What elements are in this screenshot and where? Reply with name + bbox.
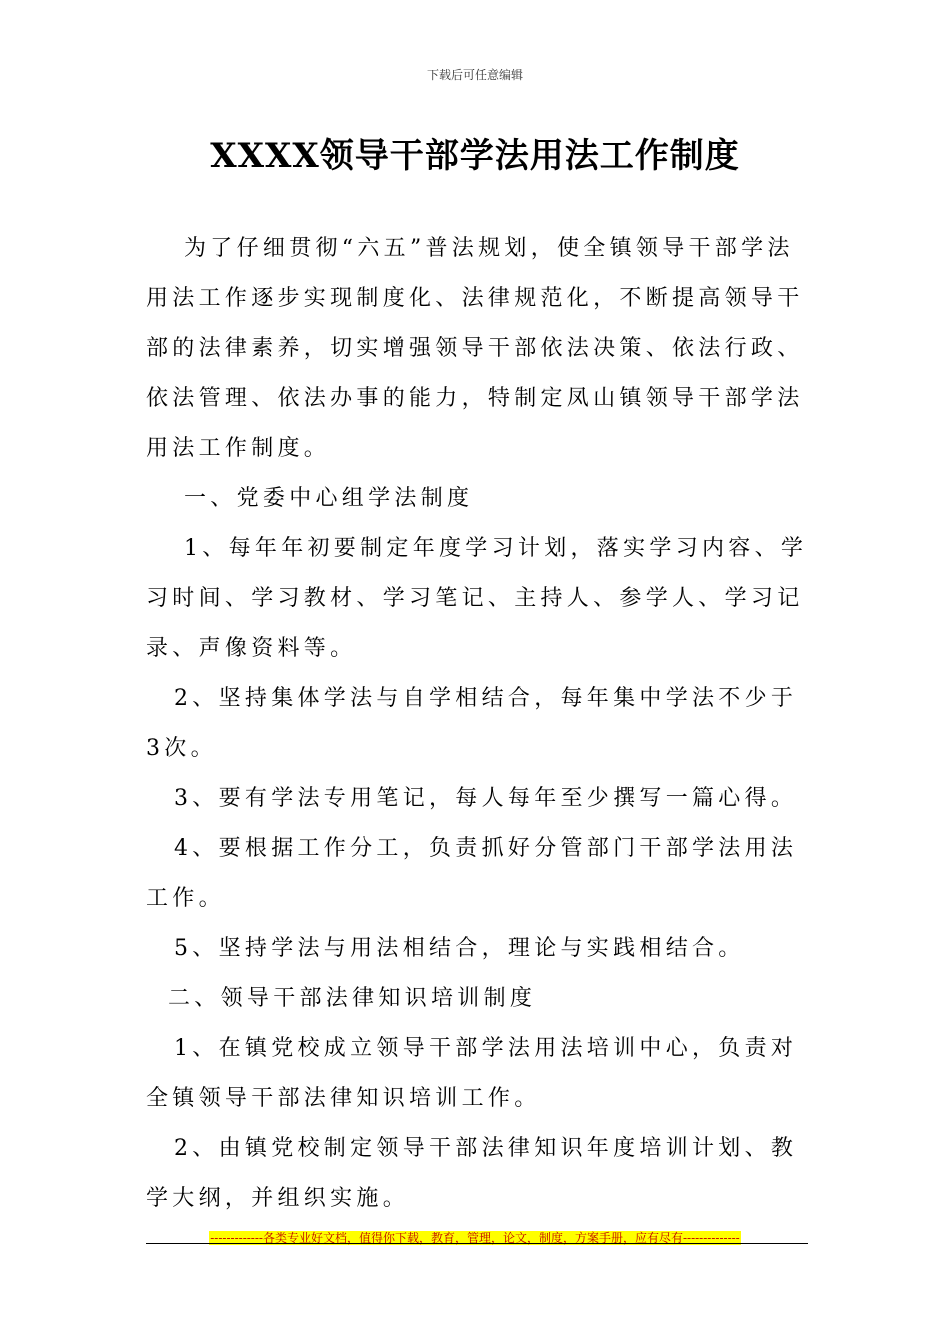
- intro-paragraph: 为了仔细贯彻“六五”普法规划，使全镇领导干部学法用法工作逐步实现制度化、法律规范化，不断提高领导干部的法律素养，切实增强领导干部依法决策、依法行政、依法管理、依法办事的能力，特制定凤山镇领导干部学法用法工作制度。: [146, 236, 804, 461]
- list-item: 1、在镇党校成立领导干部学法用法培训中心，负责对全镇领导干部法律知识培训工作。: [146, 1036, 798, 1111]
- section-heading-2: 二、领导干部法律知识培训制度: [168, 986, 537, 1011]
- document-body: [146, 224, 808, 1224]
- list-item: 2、坚持集体学法与自学相结合，每年集中学法不少于3次。: [146, 686, 798, 761]
- document-title: XXXX领导干部学法用法工作制度: [210, 136, 740, 176]
- header-note: 下载后可任意编辑: [426, 68, 523, 82]
- list-item: 4、要根据工作分工，负责抓好分管部门干部学法用法工作。: [146, 836, 798, 911]
- list-item: 1、每年年初要制定年度学习计划，落实学习内容、学习时间、学习教材、学习笔记、主持人、参学人、学习记录、声像资料等。: [146, 536, 808, 661]
- footer-divider: [146, 1243, 808, 1244]
- list-item: 2、由镇党校制定领导干部法律知识年度培训计划、教学大纲，并组织实施。: [146, 1136, 798, 1211]
- section-heading-1: 一、党委中心组学法制度: [184, 486, 474, 511]
- list-item: 5、坚持学法与用法相结合，理论与实践相结合。: [174, 936, 745, 961]
- list-item: 3、要有学法专用笔记，每人每年至少撰写一篇心得。: [174, 786, 798, 811]
- footer-banner-text: -------------各类专业好文档，值得你下载，教育，管理，论文，制度，方案手册，应有尽有--------------: [210, 1231, 740, 1245]
